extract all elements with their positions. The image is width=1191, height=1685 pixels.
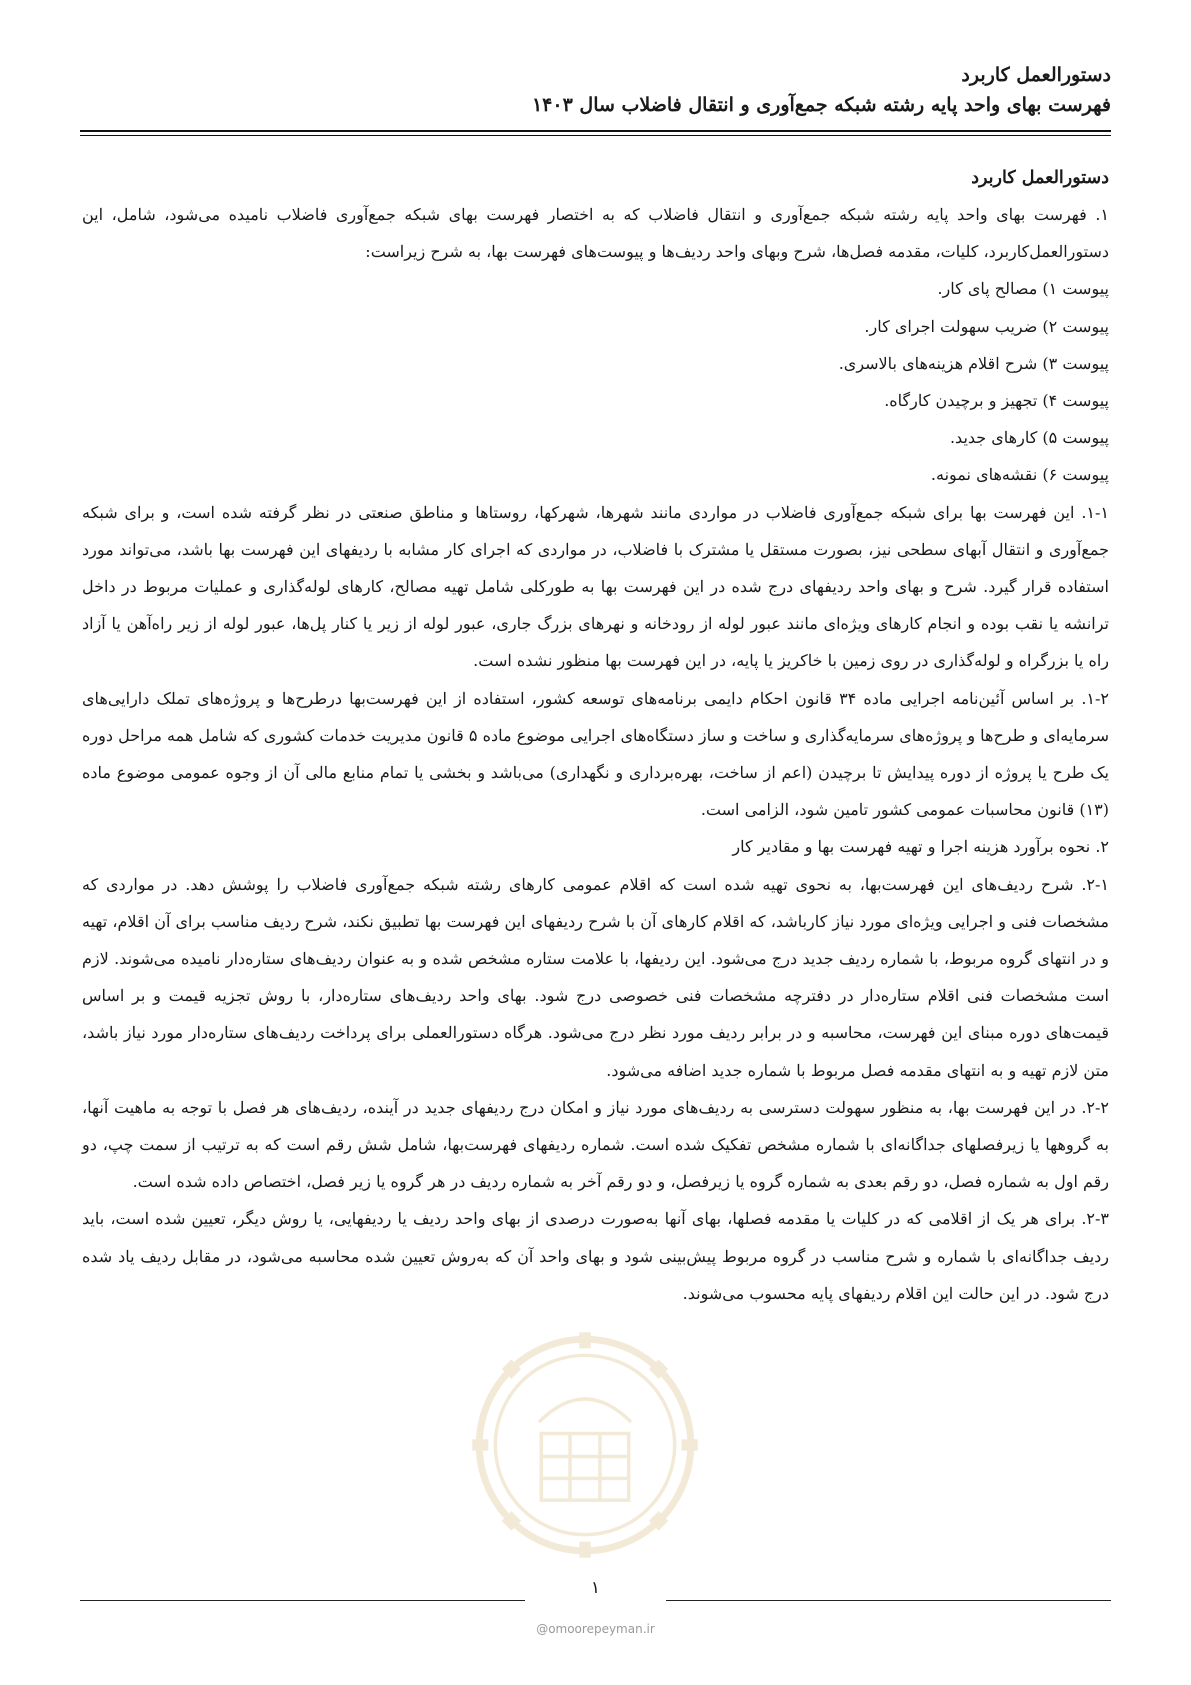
appendix-item-6: پیوست ۶) نقشه‌های نمونه. bbox=[930, 465, 1109, 485]
header-title: دستورالعمل کاربرد bbox=[961, 64, 1111, 86]
appendix-item-3: پیوست ۳) شرح اقلام هزینه‌های بالاسری. bbox=[838, 353, 1109, 373]
site-watermark-text: @omoorepeyman.ir bbox=[536, 1622, 655, 1636]
header-subtitle: فهرست بهای واحد پایه رشته شبکه جمع‌آوری و انتقال فاضلاب سال ۱۴۰۳ bbox=[531, 94, 1111, 116]
page-header bbox=[80, 60, 1111, 120]
footer-rule-right bbox=[666, 1600, 1111, 1601]
appendix-item-5: پیوست ۵) کارهای جدید. bbox=[949, 428, 1109, 448]
paragraph-2-3: ۲-۳. برای هر یک از اقلامی که در کلیات یا مقدمه فصلها، بهای آنها به‌صورت درصدی از بهای واحد ردیف یا ردیفهایی، یا روش دیگر، تعیین شده است، باید ردیف جداگانه‌ای با شماره و شرح مناسب در گروه مربوط پیش‌بینی شود و بهای واحد آن که به‌روش تعیین شده محاسبه می‌شود، در مقابل ردیف یاد شده درج شود. در این حالت این اقلام ردیفهای پایه محسوب می‌شوند. bbox=[82, 1209, 1110, 1303]
section-title: دستورالعمل کاربرد bbox=[971, 168, 1109, 188]
page-number: ۱ bbox=[590, 1578, 601, 1598]
paragraph-2-2: ۲-۲. در این فهرست بها، به منظور سهولت دسترسی به ردیف‌های مورد نیاز و امکان درج ردیفهای جدید در آینده، ردیف‌های هر فصل با توجه به ماهیت آنها، به گروهها یا زیرفصلهای جداگانه‌ای با شماره مشخص تفکیک شده است. شماره ردیفهای فهرست‌بها، شامل شش رقم است که به ترتیب از سمت چپ، دو رقم اول به شماره فصل، دو رقم بعدی به شماره گروه یا زیرفصل، و دو رقم آخر به شماره ردیف در هر گروه یا زیر فصل، اختصاص داده شده است. bbox=[82, 1097, 1109, 1192]
header-rule-thick bbox=[80, 130, 1111, 132]
paragraph-2-heading: ۲. نحوه برآورد هزینه اجرا و تهیه فهرست بها و مقادیر کار bbox=[732, 837, 1109, 857]
footer-rule-left bbox=[80, 1600, 525, 1601]
paragraph-1-1: ۱-۱. این فهرست بها برای شبکه جمع‌آوری فاضلاب در مواردی مانند شهرها، شهرکها، روستاها و مناطق صنعتی در نظر گرفته شده است، و برای شبکه جمع‌آوری و انتقال آبهای سطحی نیز، بصورت مستقل یا مشترک با فاضلاب، در مواردی که اجرای کار مشابه با ردیفهای این فهرست بها باشد، می‌تواند مورد استفاده قرار گیرد. شرح و بهای واحد ردیفهای درج شده در این فهرست بها به طورکلی شامل تهیه مصالح، کارهای لوله‌گذاری و عملیات مربوط در داخل ترانشه یا نقب بوده و انجام کارهای ویژه‌ای مانند عبور لوله از رودخانه و نهرهای بزرگ جاری، عبور لوله از زیر یا کنار پل‌ها، عبور لوله از زیر راه‌آهن یا آزاد راه یا بزرگراه و لوله‌گذاری در روی زمین با خاکریز یا پایه، در این فهرست بها منظور نشده است. bbox=[82, 502, 1110, 671]
appendix-item-4: پیوست ۴) تجهیز و برچیدن کارگاه. bbox=[884, 391, 1109, 411]
appendix-item-2: پیوست ۲) ضریب سهولت اجرای کار. bbox=[864, 316, 1109, 336]
paragraph-1-2: ۱-۲. بر اساس آئین‌نامه اجرایی ماده ۳۴ قانون احکام دایمی برنامه‌های توسعه کشور، استفاده از این فهرست‌بها درطرح‌ها و پروژه‌های تملک دارایی‌های سرمایه‌ای و طرح‌ها و پروژه‌های سرمایه‌گذاری و ساخت و ساز دستگاه‌های اجرایی موضوع ماده ۵ قانون مدیریت خدمات کشوری که شامل همه مراحل دوره یک طرح یا پروژه از دوره پیدایش تا برچیدن (اعم از ساخت، بهره‌برداری و نگهداری) می‌باشد و بخشی یا تمام منابع مالی آن از وجوه عمومی موضوع ماده (۱۳) قانون محاسبات عمومی کشور تامین شود، الزامی است. bbox=[82, 688, 1110, 820]
header-rule-thin bbox=[80, 135, 1111, 136]
watermark-seal-icon bbox=[470, 1330, 700, 1560]
appendix-item-1: پیوست ۱) مصالح پای کار. bbox=[937, 279, 1109, 299]
paragraph-1: ۱. فهرست بهای واحد پایه رشته شبکه جمع‌آوری و انتقال فاضلاب که به اختصار فهرست بهای شبکه جمع‌آوری فاضلاب نامیده می‌شود، شامل، این دستورالعمل‌کاربرد، کلیات، مقدمه فصل‌ها، شرح وبهای واحد ردیف‌ها و پیوست‌های فهرست بها، به شرح زیراست: bbox=[82, 205, 1109, 262]
body-content bbox=[82, 160, 1109, 1312]
paragraph-2-1: ۲-۱. شرح ردیف‌های این فهرست‌بها، به نحوی تهیه شده است که اقلام عمومی کارهای رشته شبکه جمع‌آوری فاضلاب را پوشش دهد. در مواردی که مشخصات فنی و اجرایی ویژه‌ای مورد نیاز کارباشد، که اقلام کارهای آن با شرح ردیفهای این فهرست بها تطبیق نکند، شرح ردیف مناسب برای آن اقلام، تهیه و در انتهای گروه مربوط، با شماره ردیف جدید درج می‌شود. این ردیفها، با علامت ستاره مشخص شده و به عنوان ردیف‌های ستاره‌دار نامیده می‌شوند. لازم است مشخصات فنی اقلام ستاره‌دار در دفترچه مشخصات فنی خصوصی درج شود. بهای واحد ردیف‌های ستاره‌دار، با روش تجزیه قیمت و بر اساس قیمت‌های دوره مبنای این فهرست، محاسبه و در برابر ردیف مورد نظر درج می‌شود. هرگاه دستورالعملی برای پرداخت ردیف‌های ستاره‌دار مورد نیاز باشد، متن لازم تهیه و به انتهای مقدمه فصل مربوط با شماره جدید اضافه می‌شود. bbox=[82, 874, 1110, 1080]
